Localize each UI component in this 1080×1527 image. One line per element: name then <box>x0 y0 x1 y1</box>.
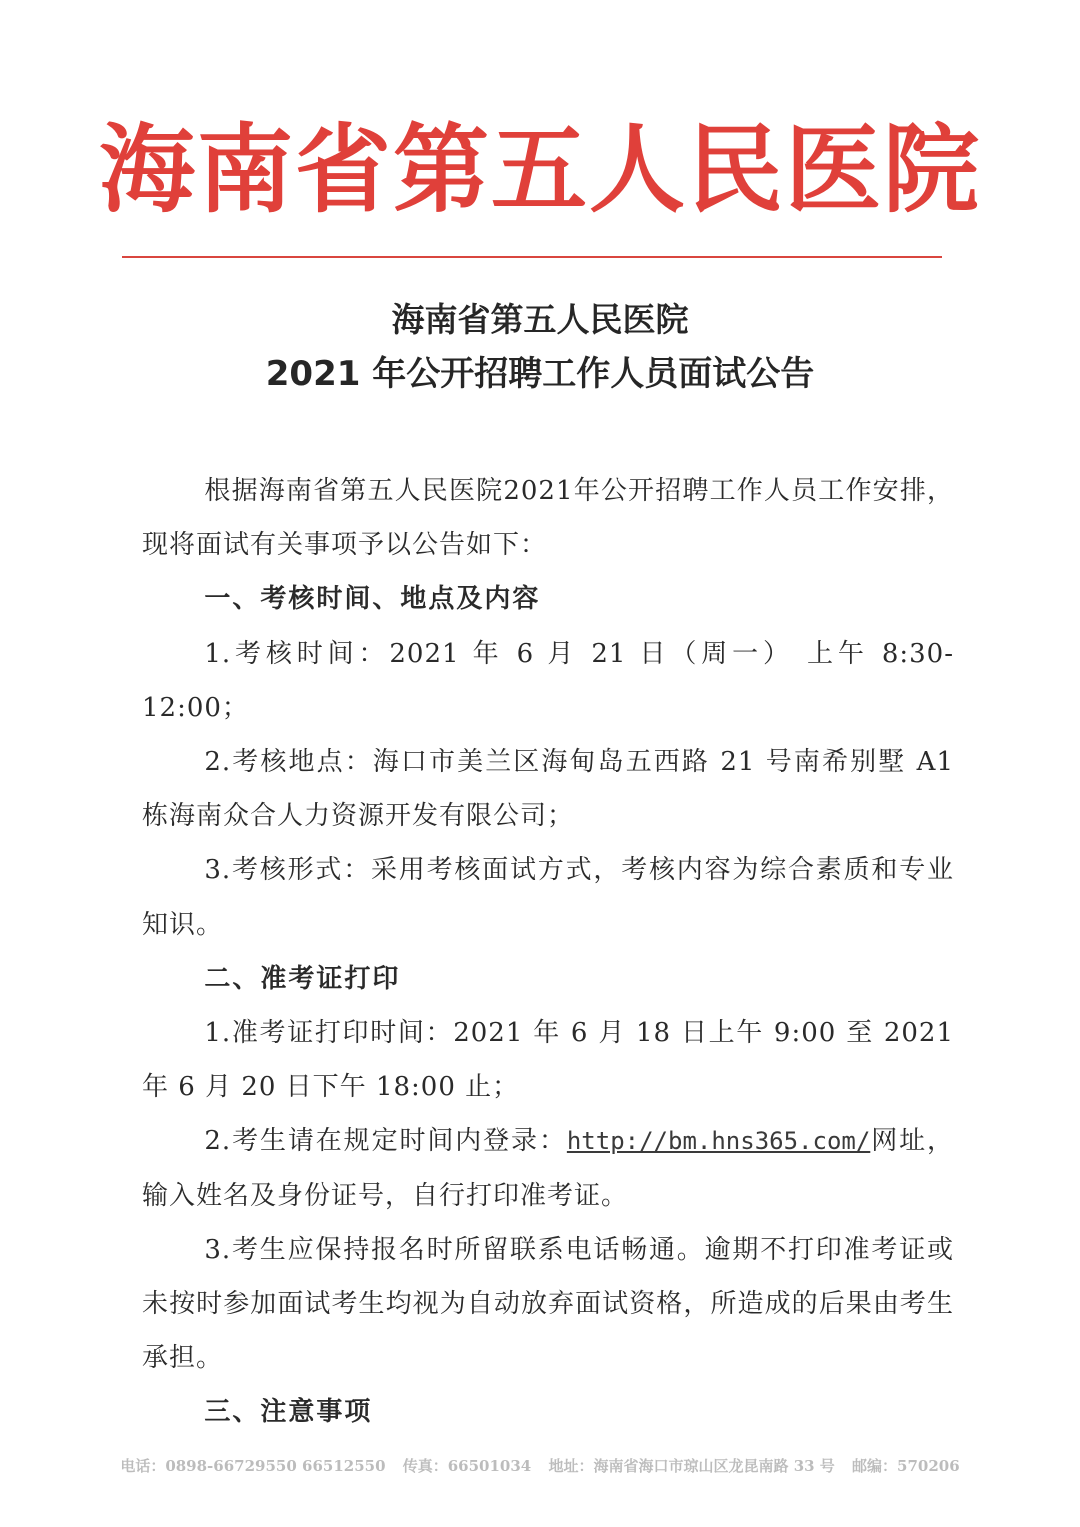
footer-address: 地址：海南省海口市琼山区龙昆南路 33 号 <box>548 1457 835 1475</box>
section-1-item-2: 2.考核地点：海口市美兰区海甸岛五西路 21 号南希别墅 A1 栋海南众合人力资源开发有限公司； <box>142 747 954 832</box>
section-3-heading: 三、注意事项 <box>204 1397 373 1428</box>
footer-postcode: 邮编：570206 <box>852 1457 960 1475</box>
registration-url-link[interactable]: http://bm.hns365.com/ <box>566 1127 871 1156</box>
document-title-line-1: 海南省第五人民医院 <box>391 300 689 339</box>
document-body <box>142 464 954 1440</box>
letterhead-footer <box>0 1452 1080 1480</box>
letterhead-hospital-name: 海南省第五人民医院 <box>99 114 981 226</box>
section-2-item-1: 1.准考证打印时间：2021 年 6 月 18 日上午 9:00 至 2021 年 6 月 20 日下午 18:00 止； <box>142 1018 954 1103</box>
footer-phone: 电话：0898-66729550 66512550 <box>120 1457 386 1475</box>
letterhead-divider <box>122 256 942 258</box>
section-2-item-3: 3.考生应保持报名时所留联系电话畅通。逾期不打印准考证或未按时参加面试考生均视为自动放弃面试资格，所造成的后果由考生承担。 <box>142 1234 954 1374</box>
section-2-item-2-suffix: 网址，输入姓名及身份证号，自行打印准考证。 <box>142 1126 954 1211</box>
section-1-item-3: 3.考核形式：采用考核面试方式，考核内容为综合素质和专业知识。 <box>142 855 954 940</box>
section-1-heading: 一、考核时间、地点及内容 <box>204 584 541 615</box>
section-2-item-2-prefix: 2.考生请在规定时间内登录： <box>204 1126 567 1157</box>
section-1-item-1: 1.考核时间：2021 年 6 月 21 日（周一） 上午 8:30-12:00； <box>142 638 954 723</box>
document-title-line-2: 2021 年公开招聘工作人员面试公告 <box>265 354 815 394</box>
section-2-item-2 <box>142 1114 954 1222</box>
intro-paragraph: 根据海南省第五人民医院2021年公开招聘工作人员工作安排，现将面试有关事项予以公告如下： <box>142 476 954 561</box>
section-2-heading: 二、准考证打印 <box>204 963 401 994</box>
footer-fax: 传真：66501034 <box>402 1457 532 1475</box>
